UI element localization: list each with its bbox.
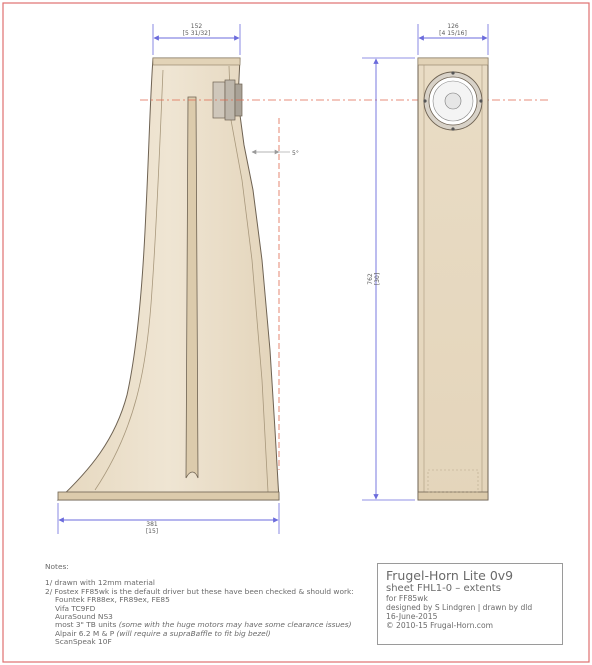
- base-width-mm: 381: [146, 521, 158, 528]
- baffle-angle-label: 5°: [292, 150, 299, 157]
- height-mm: 762: [367, 273, 374, 285]
- side-base-panel: [58, 492, 279, 500]
- drawing-date: 16-June-2015: [386, 612, 438, 621]
- note-driver-vifa: Vifa TC9FD: [55, 603, 96, 613]
- note-tb-clearance: (some with the huge motors may have some clearance issues): [118, 620, 352, 630]
- note-driver-fountek: Fountek FR88ex, FR89ex, FE85: [55, 595, 170, 605]
- front-width-in: [4 15/16]: [439, 30, 467, 37]
- driver-spec: for FF85wk: [386, 594, 428, 603]
- note-driver-scanspeak: ScanSpeak 10F: [55, 637, 112, 647]
- copyright: © 2010-15 Frugal-Horn.com: [386, 621, 494, 630]
- side-divider-panel: [186, 97, 198, 478]
- side-cabinet-body: [58, 58, 279, 500]
- front-width-mm: 126: [447, 23, 459, 30]
- note-driver-aurasound: AuraSound NS3: [55, 612, 113, 622]
- designer-credit: designed by S Lindgren | drawn by dld: [386, 603, 533, 612]
- note-alpair-model: Alpair 6.2 M & P: [55, 628, 115, 638]
- front-top-panel: [418, 58, 488, 65]
- base-width-in: [15]: [145, 528, 159, 535]
- notes-heading: Notes:: [45, 562, 69, 571]
- front-base-panel: [418, 492, 488, 500]
- front-driver: [423, 71, 482, 130]
- notes-block: [45, 563, 354, 647]
- sheet-name: sheet FHL1-0 – extents: [386, 583, 501, 594]
- height-in: [30]: [374, 272, 381, 286]
- title-block: [377, 563, 563, 645]
- note-material: 1/ drawn with 12mm material: [45, 578, 155, 588]
- note-tb-units: most 3" TB units: [55, 620, 117, 630]
- drawing-title: Frugel-Horn Lite 0v9: [386, 568, 514, 583]
- note-default-driver: 2/ Fostex FF85wk is the default driver but these have been checked & should work:: [45, 586, 354, 596]
- front-view: [362, 23, 488, 500]
- note-alpair-baffle: (will require a supraBaffle to fit big bezel): [116, 628, 271, 638]
- top-width-in: [5 31/32]: [182, 30, 211, 37]
- side-top-panel: [153, 58, 240, 65]
- top-width-mm: 152: [190, 23, 203, 30]
